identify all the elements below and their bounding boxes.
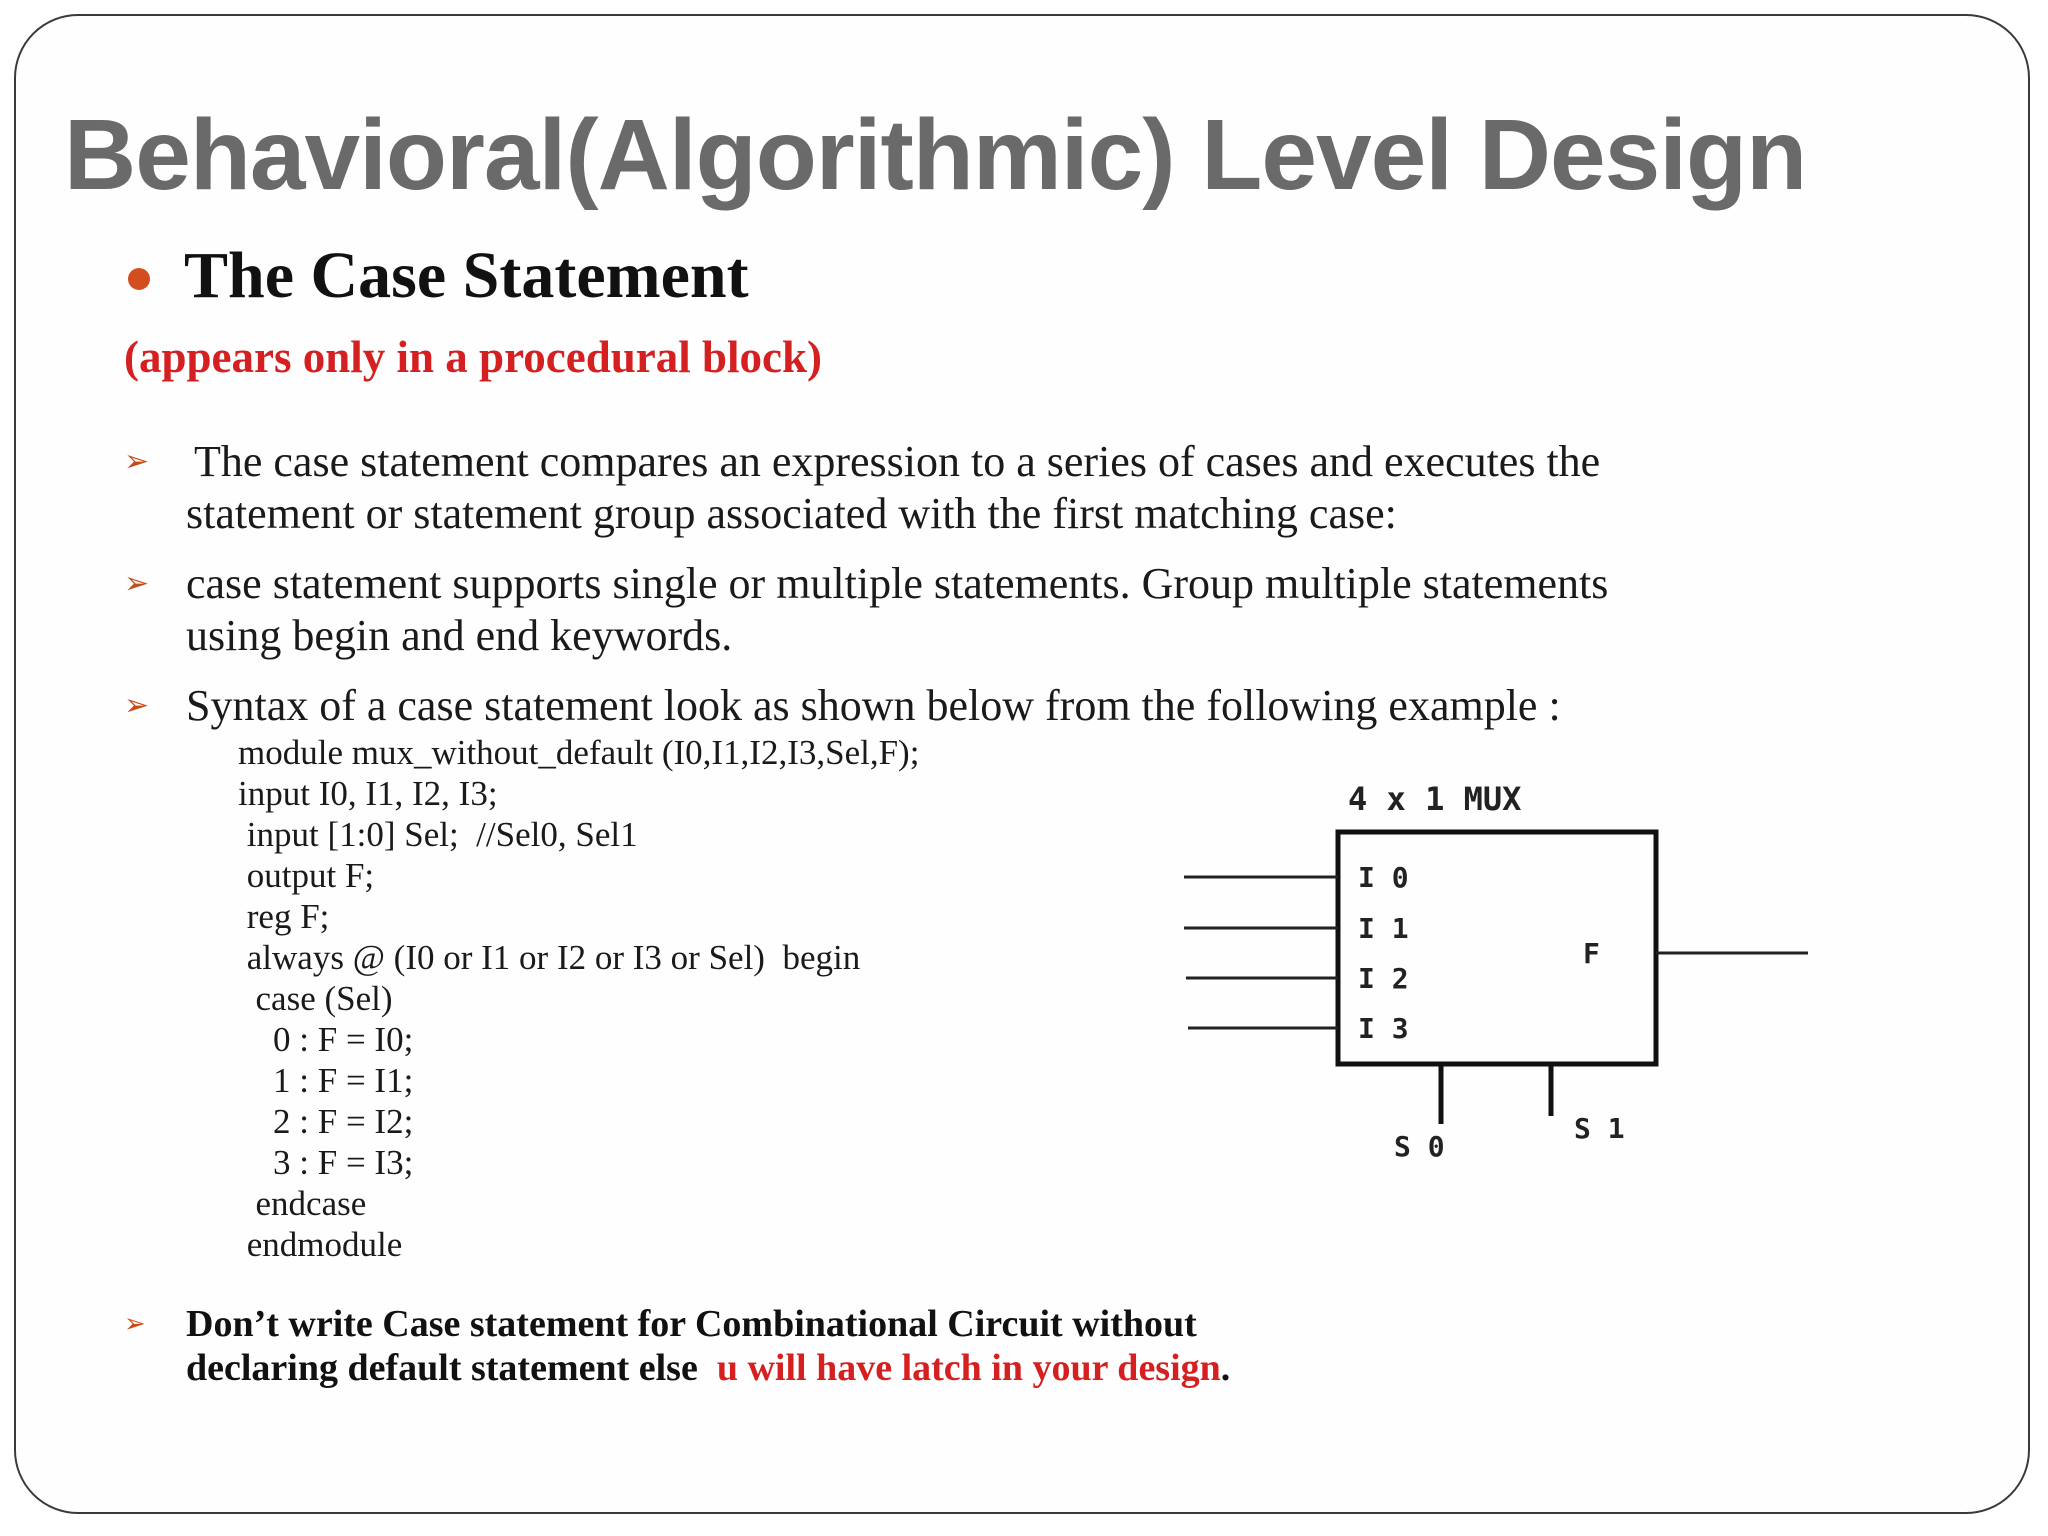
- bullet-line: using begin and end keywords.: [186, 611, 733, 660]
- mux-diagram: [1180, 780, 1820, 1180]
- mux-input-label: I 1: [1358, 912, 1409, 945]
- bullet-dot-icon: [128, 268, 150, 290]
- mux-output-label: F: [1583, 937, 1600, 970]
- mux-select-label: S 1: [1574, 1112, 1625, 1145]
- procedural-note: (appears only in a procedural block): [124, 332, 822, 382]
- bullet-line: statement or statement group associated with the first matching case:: [186, 489, 1397, 538]
- warning-period: .: [1220, 1347, 1231, 1389]
- code-line: endmodule: [238, 1225, 403, 1264]
- warning-line: Don’t write Case statement for Combinational Circuit without: [186, 1303, 1197, 1345]
- code-example: [238, 732, 919, 1265]
- warning-line: [186, 1346, 1230, 1390]
- bullet-line: The case statement compares an expression to a series of cases and executes the: [194, 437, 1601, 486]
- code-line: reg F;: [238, 897, 330, 936]
- arrow-bullet-icon: ➢: [124, 444, 150, 479]
- bullet-point: [124, 680, 1561, 732]
- code-line: input I0, I1, I2, I3;: [238, 774, 498, 813]
- code-line: 0 : F = I0;: [238, 1020, 414, 1059]
- mux-input-label: I 3: [1358, 1012, 1409, 1045]
- code-line: 3 : F = I3;: [238, 1143, 414, 1182]
- code-line: 1 : F = I1;: [238, 1061, 414, 1100]
- arrow-bullet-icon: ➢: [124, 688, 150, 723]
- arrow-bullet-icon: ➢: [124, 566, 150, 601]
- code-line: input [1:0] Sel; //Sel0, Sel1: [238, 815, 638, 854]
- warning-highlight: u will have latch in your design: [716, 1347, 1221, 1389]
- section-heading: The Case Statement: [184, 239, 749, 312]
- bullet-line: Syntax of a case statement look as shown below from the following example :: [186, 681, 1561, 730]
- warning-point: [124, 1302, 1230, 1390]
- warning-text: declaring default statement else: [186, 1347, 717, 1389]
- arrow-bullet-icon: ➢: [124, 1309, 146, 1339]
- code-line: case (Sel): [238, 979, 393, 1018]
- code-line: 2 : F = I2;: [238, 1102, 414, 1141]
- bullet-point: [124, 558, 1608, 662]
- bullet-line: case statement supports single or multiple statements. Group multiple statements: [186, 559, 1609, 608]
- code-line: always @ (I0 or I1 or I2 or I3 or Sel) begin: [238, 938, 861, 977]
- mux-input-label: I 0: [1358, 861, 1409, 894]
- mux-select-label: S 0: [1394, 1130, 1445, 1163]
- mux-title: 4 x 1 MUX: [1348, 780, 1522, 818]
- slide-title: Behavioral(Algorithmic) Level Design: [64, 99, 1807, 211]
- code-line: output F;: [238, 856, 375, 895]
- code-line: endcase: [238, 1184, 367, 1223]
- code-line: module mux_without_default (I0,I1,I2,I3,Sel,F);: [238, 733, 920, 772]
- mux-input-label: I 2: [1358, 962, 1409, 995]
- bullet-point: [124, 436, 1600, 540]
